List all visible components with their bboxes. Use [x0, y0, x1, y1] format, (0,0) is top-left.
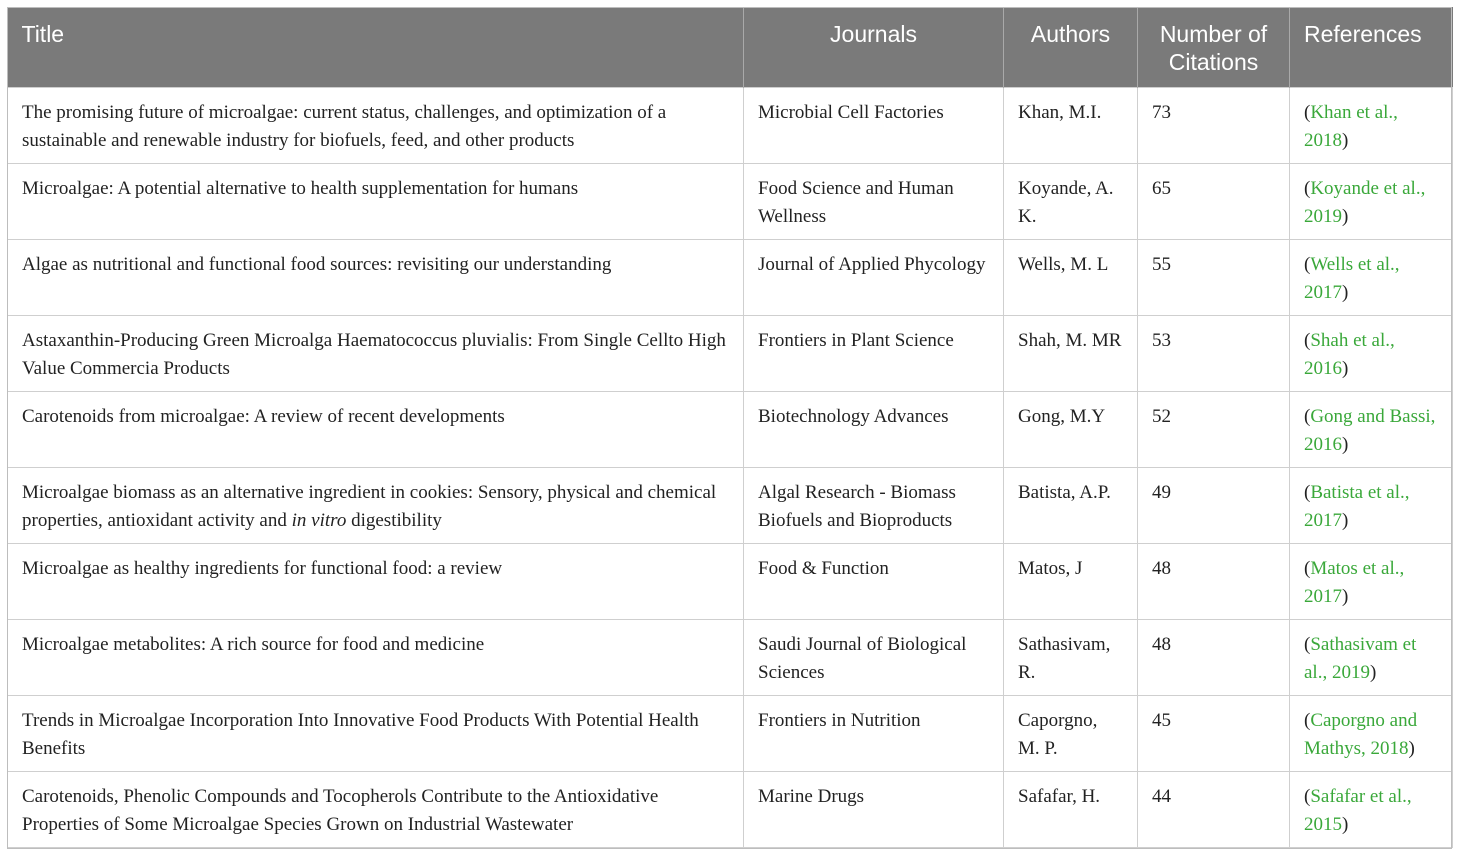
cell-title: Carotenoids from microalgae: A review of recent developments: [8, 391, 744, 467]
citations-table: [7, 7, 1453, 848]
cell-citations: 55: [1138, 239, 1290, 315]
cell-citations: 65: [1138, 163, 1290, 239]
table-row: [8, 391, 1453, 467]
title-text: Microalgae biomass as an alternative ingredient in cookies: Sensory, physical and chemical properties, antioxidant activity and: [22, 481, 717, 531]
cell-journal: Biotechnology Advances: [744, 391, 1004, 467]
header-row: [8, 7, 1453, 87]
cell-authors: Matos, J: [1004, 543, 1138, 619]
cell-citations: 52: [1138, 391, 1290, 467]
cell-citations: 49: [1138, 467, 1290, 543]
cell-journal: Saudi Journal of Biological Sciences: [744, 619, 1004, 695]
cell-authors: Wells, M. L: [1004, 239, 1138, 315]
cell-journal: Frontiers in Nutrition: [744, 695, 1004, 771]
header-citations: Number of Citations: [1138, 7, 1290, 87]
table-row: [8, 239, 1453, 315]
reference-link[interactable]: Koyande et al., 2019: [1304, 177, 1426, 227]
cell-authors: Safafar, H.: [1004, 771, 1138, 847]
cell-journal: Journal of Applied Phycology: [744, 239, 1004, 315]
cell-title: Microalgae: A potential alternative to health supplementation for humans: [8, 163, 744, 239]
cell-title: Carotenoids, Phenolic Compounds and Tocopherols Contribute to the Antioxidative Properties of Some Microalgae Species Grown on Industrial Wastewater: [8, 771, 744, 847]
cell-reference: (Batista et al., 2017): [1290, 467, 1453, 543]
cell-reference: (Khan et al., 2018): [1290, 87, 1453, 163]
cell-citations: 48: [1138, 619, 1290, 695]
header-authors: Authors: [1004, 7, 1138, 87]
reference-link[interactable]: Batista et al., 2017: [1304, 481, 1410, 531]
cell-reference: (Gong and Bassi, 2016): [1290, 391, 1453, 467]
table-row: [8, 771, 1453, 847]
cell-title: [8, 467, 744, 543]
cell-reference: (Matos et al., 2017): [1290, 543, 1453, 619]
cell-authors: Shah, M. MR: [1004, 315, 1138, 391]
cell-journal: Food Science and Human Wellness: [744, 163, 1004, 239]
cell-reference: (Sathasivam et al., 2019): [1290, 619, 1453, 695]
cell-reference: (Caporgno and Mathys, 2018): [1290, 695, 1453, 771]
cell-title: Microalgae as healthy ingredients for functional food: a review: [8, 543, 744, 619]
table-row: [8, 87, 1453, 163]
table-row: [8, 543, 1453, 619]
reference-link[interactable]: Khan et al., 2018: [1304, 101, 1398, 151]
cell-citations: 44: [1138, 771, 1290, 847]
reference-link[interactable]: Gong and Bassi, 2016: [1304, 405, 1436, 455]
cell-authors: Koyande, A. K.: [1004, 163, 1138, 239]
reference-link[interactable]: Caporgno and Mathys, 2018: [1304, 709, 1418, 759]
cell-title: Microalgae metabolites: A rich source for food and medicine: [8, 619, 744, 695]
cell-authors: Batista, A.P.: [1004, 467, 1138, 543]
table-body: [8, 87, 1453, 847]
cell-title: Trends in Microalgae Incorporation Into Innovative Food Products With Potential Health Benefits: [8, 695, 744, 771]
header-journals: Journals: [744, 7, 1004, 87]
table-row: [8, 467, 1453, 543]
reference-link[interactable]: Sathasivam et al., 2019: [1304, 633, 1417, 683]
cell-journal: Marine Drugs: [744, 771, 1004, 847]
cell-reference: (Koyande et al., 2019): [1290, 163, 1453, 239]
cell-journal: Frontiers in Plant Science: [744, 315, 1004, 391]
reference-link[interactable]: Wells et al., 2017: [1304, 253, 1400, 303]
cell-reference: (Wells et al., 2017): [1290, 239, 1453, 315]
title-italic-text: in vitro: [291, 509, 347, 531]
title-text-suffix: digestibility: [346, 509, 442, 531]
cell-reference: (Safafar et al., 2015): [1290, 771, 1453, 847]
table-row: [8, 163, 1453, 239]
cell-journal: Algal Research - Biomass Biofuels and Bioproducts: [744, 467, 1004, 543]
cell-citations: 45: [1138, 695, 1290, 771]
cell-citations: 48: [1138, 543, 1290, 619]
reference-link[interactable]: Safafar et al., 2015: [1304, 785, 1412, 835]
table-header: [8, 7, 1453, 87]
cell-title: Astaxanthin-Producing Green Microalga Haematococcus pluvialis: From Single Cellto High Value Commercia Products: [8, 315, 744, 391]
cell-authors: Sathasivam, R.: [1004, 619, 1138, 695]
cell-citations: 73: [1138, 87, 1290, 163]
cell-title: The promising future of microalgae: current status, challenges, and optimization of a sustainable and renewable industry for biofuels, feed, and other products: [8, 87, 744, 163]
cell-title: Algae as nutritional and functional food sources: revisiting our understanding: [8, 239, 744, 315]
reference-link[interactable]: Shah et al., 2016: [1304, 329, 1395, 379]
table-row: [8, 315, 1453, 391]
cell-journal: Microbial Cell Factories: [744, 87, 1004, 163]
cell-authors: Gong, M.Y: [1004, 391, 1138, 467]
table-row: [8, 619, 1453, 695]
cell-reference: (Shah et al., 2016): [1290, 315, 1453, 391]
header-references: References: [1290, 7, 1453, 87]
cell-authors: Caporgno, M. P.: [1004, 695, 1138, 771]
cell-journal: Food & Function: [744, 543, 1004, 619]
cell-citations: 53: [1138, 315, 1290, 391]
cell-authors: Khan, M.I.: [1004, 87, 1138, 163]
table-row: [8, 695, 1453, 771]
reference-link[interactable]: Matos et al., 2017: [1304, 557, 1405, 607]
header-title: Title: [8, 7, 744, 87]
